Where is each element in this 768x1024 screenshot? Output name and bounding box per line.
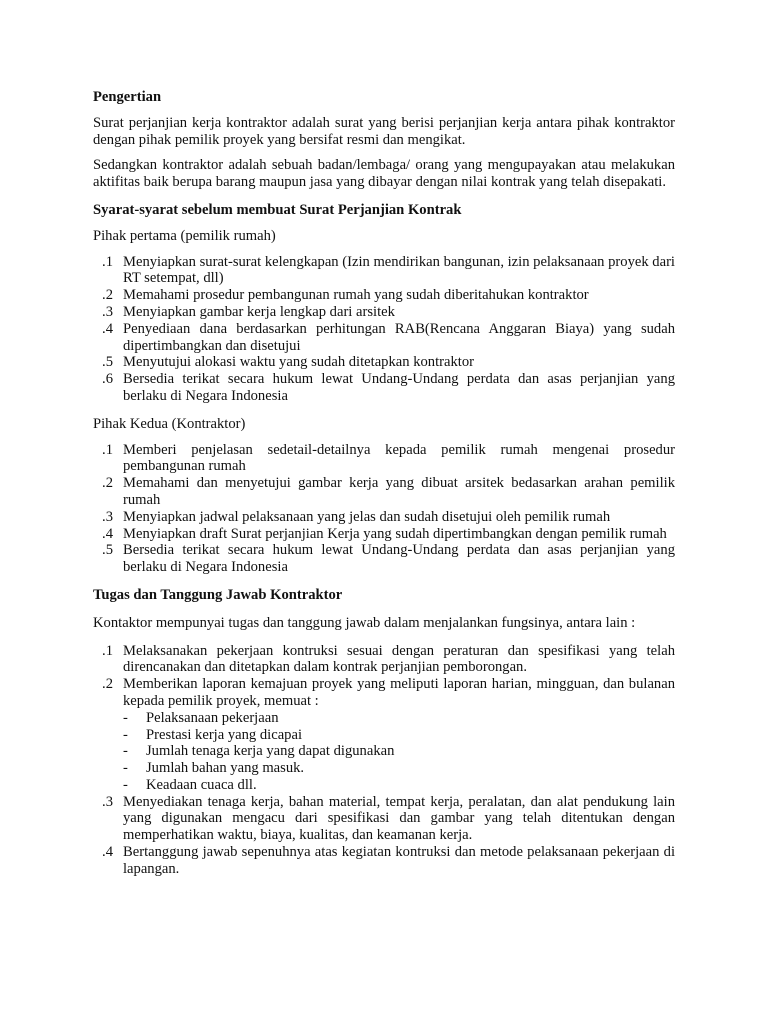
heading-tugas: Tugas dan Tanggung Jawab Kontraktor [93,586,343,603]
list-item: 4. Menyiapkan draft Surat perjanjian Kerja yang sudah dipertimbangkan dengan pemilik rumah [102,525,667,542]
dash-marker: - [123,726,128,743]
list-tugas [93,643,675,878]
list-item: 6. Bersedia terikat secara hukum lewat Undang-Undang perdata dan asas perjanjian yang berlaku di Negara Indonesia [102,371,675,404]
list-item: 1. Menyiapkan surat-surat kelengkapan (Izin mendirikan bangunan, izin pelaksanaan proyek dari RT setempat, dll) [102,253,675,287]
paragraph-definition-contract: Surat perjanjian kerja kontraktor adalah surat yang berisi perjanjian kerja antara pihak kontraktor dengan pihak pemilik proyek yang bersifat resmi dan mengikat. [93,114,675,148]
list-item: 5. Bersedia terikat secara hukum lewat Undang-Undang perdata dan asas perjanjian yang berlaku di Negara Indonesia [102,542,675,576]
list-item: 3. Menyiapkan gambar kerja lengkap dari arsitek [102,303,395,320]
heading-syarat: Syarat-syarat sebelum membuat Surat Perjanjian Kontrak [93,201,462,218]
dash-marker: - [123,776,128,793]
list-item: 2. Memberikan laporan kemajuan proyek yang meliputi laporan harian, mingguan, dan bulanan kepada pemilik proyek, memuat : - Pelaksanaan pekerjaan - Prestasi kerja yang dicapai - Jumlah tenaga kerja yang dapat digunakan - Jumlah bahan yang masuk. - Keadaan cuaca dll. [102,676,675,793]
list-item: 2. Memahami dan menyetujui gambar kerja yang dibuat arsitek bedasarkan arahan pemilik rumah [102,475,675,508]
paragraph-definition-contractor: Sedangkan kontraktor adalah sebuah badan/lembaga/ orang yang mengupayakan atau melakukan aktifitas baik berupa barang maupun jasa yang dibayar dengan nilai kontrak yang telah disepakati. [93,157,675,191]
document-body [93,89,675,878]
paragraph-tugas-intro: Kontaktor mempunyai tugas dan tanggung jawab dalam menjalankan fungsinya, antara lain : [93,614,636,631]
group-label-pihak-pertama: Pihak pertama (pemilik rumah) [93,227,276,244]
sublist-item: - Pelaksanaan pekerjaan [123,709,279,726]
group-label-pihak-kedua: Pihak Kedua (Kontraktor) [93,415,246,432]
sublist-item: - Jumlah tenaga kerja yang dapat digunakan [123,743,395,760]
list-item: 3. Menyiapkan jadwal pelaksanaan yang jelas dan sudah disetujui oleh pemilik rumah [102,508,611,525]
list-pihak-kedua [93,442,675,576]
sublist-item: - Jumlah bahan yang masuk. [123,760,305,777]
sublist-item: - Prestasi kerja yang dicapai [123,726,303,743]
dash-marker: - [123,760,128,777]
list-item: 2. Memahami prosedur pembangunan rumah yang sudah diberitahukan kontraktor [102,287,589,304]
heading-pengertian: Pengertian [93,89,162,105]
list-pihak-pertama [93,254,675,405]
dash-marker: - [123,709,128,726]
list-item: 5. Menyutujui alokasi waktu yang sudah ditetapkan kontraktor [102,354,474,371]
list-item: 4. Bertanggung jawab sepenuhnya atas kegiatan kontruksi dan metode pelaksanaan pekerjaan di lapangan. [102,844,675,877]
list-item: 3. Menyediakan tenaga kerja, bahan material, tempat kerja, peralatan, dan alat pendukung lain yang digunakan mengacu dari spesifikasi dan gambar yang telah ditentukan dengan memperhatikan waktu, biaya, kualitas, dan keamanan kerja. [102,793,675,844]
list-item: 1. Melaksanakan pekerjaan kontruksi sesuai dengan peraturan dan spesifikasi yang telah direncanakan dan ditetapkan dalam kontrak perjanjian pemborongan. [102,642,675,676]
list-item: 4. Penyediaan dana berdasarkan perhitungan RAB(Rencana Anggaran Biaya) yang sudah dipertimbangkan dan disetujui [102,320,675,354]
dash-marker: - [123,743,128,760]
sublist-item: - Keadaan cuaca dll. [123,776,257,793]
list-item: 1. Memberi penjelasan sedetail-detailnya kepada pemilik rumah mengenai prosedur pembangunan rumah [102,441,675,475]
sublist-laporan [123,710,675,794]
